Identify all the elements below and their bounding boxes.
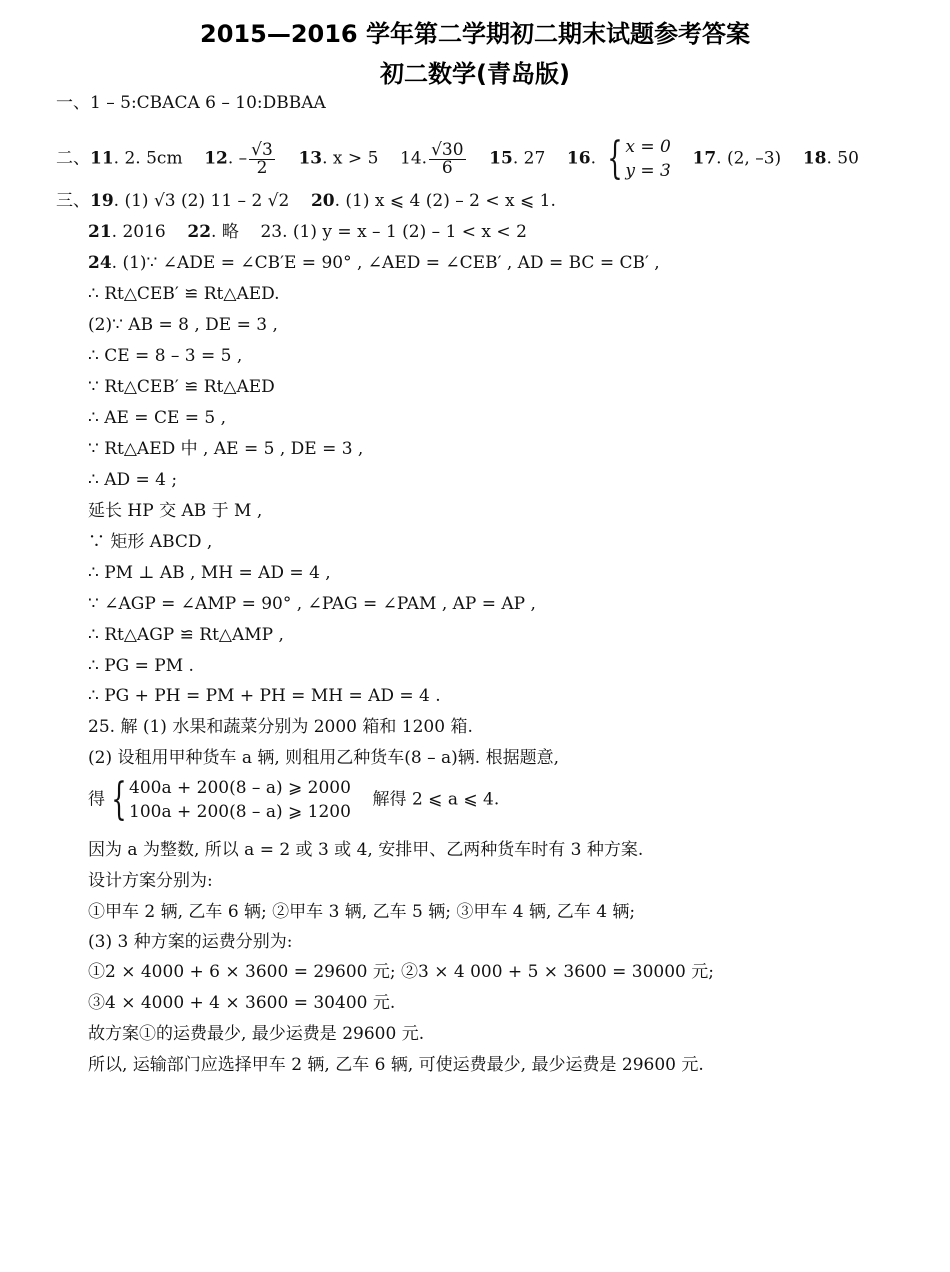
- q24-line-4: ∴ CE = 8 – 3 = 5 ,: [88, 346, 243, 366]
- q25-line-8: ①2 × 4000 + 6 × 3600 = 29600 元; ②3 × 4 000 + 5 × 3600 = 30000 元;: [88, 962, 714, 982]
- q18-answer: . 50: [826, 148, 859, 169]
- q16-system: [601, 135, 670, 183]
- q13-answer: . x > 5: [322, 148, 379, 169]
- q25-line-10: 故方案①的运费最少, 最少运费是 29600 元.: [88, 1024, 425, 1044]
- q24-line-14: ∴ PG = PM .: [88, 656, 194, 676]
- q25-line-6: ①甲车 2 辆, 乙车 6 辆; ②甲车 3 辆, 乙车 5 辆; ③甲车 4 辆, 乙车 4 辆;: [88, 902, 636, 922]
- q24-line-13: ∴ Rt△AGP ≌ Rt△AMP ,: [88, 625, 284, 645]
- q24-line-2: ∴ Rt△CEB′ ≌ Rt△AED.: [88, 284, 280, 304]
- q25-line-5: 设计方案分别为:: [88, 871, 213, 891]
- q16-line-1: x = 0: [625, 137, 671, 157]
- q13-number: 13: [298, 148, 323, 169]
- q22-answer: . 略: [211, 222, 239, 242]
- q11-answer: . 2. 5cm: [113, 148, 183, 169]
- q14-fraction: [429, 139, 465, 178]
- page-subtitle: 初二数学(青岛版): [380, 60, 570, 88]
- q14-number: 14.: [400, 148, 428, 169]
- q25-line-11: 所以, 运输部门应选择甲车 2 辆, 乙车 6 辆, 可使运费最少, 最少运费是 29600 元.: [88, 1055, 704, 1075]
- answers-section-3: [56, 190, 556, 212]
- answers-21-23: [88, 221, 527, 243]
- q17-answer: . (2, –3): [716, 148, 782, 169]
- q24-text: . (1)∵ ∠ADE = ∠CB′E = 90° , ∠AED = ∠CEB′ , AD = BC = CB′ ,: [111, 253, 660, 273]
- q25-line-4: 因为 a 为整数, 所以 a = 2 或 3 或 4, 安排甲、乙两种货车时有 3 种方案.: [88, 840, 644, 860]
- q12-numerator: √3: [251, 139, 273, 160]
- q24-line-5: ∵ Rt△CEB′ ≌ Rt△AED: [88, 377, 275, 397]
- q25-sys-line-1: 400a + 200(8 – a) ⩾ 2000: [129, 778, 351, 798]
- q22-number: 22: [187, 222, 212, 242]
- q25-sys-prefix: 得: [88, 789, 105, 810]
- q24-line-12: ∵ ∠AGP = ∠AMP = 90° , ∠PAG = ∠PAM , AP = AP ,: [88, 594, 536, 614]
- section-prefix: 三、: [56, 191, 90, 211]
- q24-line-3: (2)∵ AB = 8 , DE = 3 ,: [88, 315, 278, 335]
- q25-line-7: (3) 3 种方案的运费分别为:: [88, 932, 293, 952]
- q24-line-11: ∴ PM ⊥ AB , MH = AD = 4 ,: [88, 563, 331, 583]
- q18-number: 18: [802, 148, 827, 169]
- q17-number: 17: [692, 148, 717, 169]
- q23-answer: 23. (1) y = x – 1 (2) – 1 < x < 2: [260, 222, 527, 242]
- q14-denominator: 6: [441, 157, 453, 178]
- q12-number: 12: [204, 148, 228, 169]
- q21-number: 21: [88, 222, 112, 242]
- q25-system: [105, 776, 351, 824]
- q25-line-1: 25. 解 (1) 水果和蔬菜分别为 2000 箱和 1200 箱.: [88, 717, 473, 737]
- q14-numerator: √30: [431, 139, 464, 160]
- q25-sys-line-2: 100a + 200(8 – a) ⩾ 1200: [129, 802, 351, 822]
- q24-line-15: ∴ PG + PH = PM + PH = MH = AD = 4 .: [88, 686, 441, 706]
- brace-glyph: {: [607, 133, 624, 184]
- q12-sign: . –: [227, 148, 248, 169]
- q24-line-8: ∴ AD = 4 ;: [88, 470, 178, 490]
- q16-line-2: y = 3: [625, 161, 671, 181]
- q24-line-7: ∵ Rt△AED 中 , AE = 5 , DE = 3 ,: [88, 439, 364, 459]
- q15-number: 15: [489, 148, 513, 169]
- q20-answer: . (1) x ⩽ 4 (2) – 2 < x ⩽ 1.: [334, 191, 556, 211]
- q12-denominator: 2: [256, 157, 268, 178]
- q25-sys-solution: 解得 2 ⩽ a ⩽ 4.: [372, 789, 500, 810]
- q15-answer: . 27: [512, 148, 546, 169]
- answers-section-1: 一、1 – 5:CBACA 6 – 10:DBBAA: [56, 93, 326, 113]
- q25-line-2: (2) 设租用甲种货车 a 辆, 则租用乙种货车(8 – a)辆. 根据题意,: [88, 748, 559, 768]
- q19-number: 19: [90, 191, 114, 211]
- q11-number: 11: [90, 148, 114, 169]
- q16-number: 16: [566, 148, 591, 169]
- q24-line-9: 延长 HP 交 AB 于 M ,: [88, 501, 263, 521]
- q20-number: 20: [310, 191, 335, 211]
- q21-answer: . 2016: [111, 222, 166, 242]
- q25-inequality-system: [88, 776, 499, 824]
- q24-line-1: [88, 252, 660, 274]
- section-prefix: 二、: [56, 148, 90, 169]
- q24-number: 24: [88, 253, 112, 273]
- answers-section-2: [56, 135, 859, 183]
- brace-glyph: {: [111, 774, 127, 825]
- q24-line-6: ∴ AE = CE = 5 ,: [88, 408, 227, 428]
- q25-line-9: ③4 × 4000 + 4 × 3600 = 30400 元.: [88, 993, 396, 1013]
- q19-answer: . (1) √3 (2) 11 – 2 √2: [113, 191, 290, 211]
- q12-fraction: [249, 139, 275, 178]
- q24-line-10: ∵ 矩形 ABCD ,: [88, 532, 213, 552]
- q16-dot: .: [590, 148, 596, 169]
- page-title: 2015—2016 学年第二学期初二期末试题参考答案: [200, 20, 750, 48]
